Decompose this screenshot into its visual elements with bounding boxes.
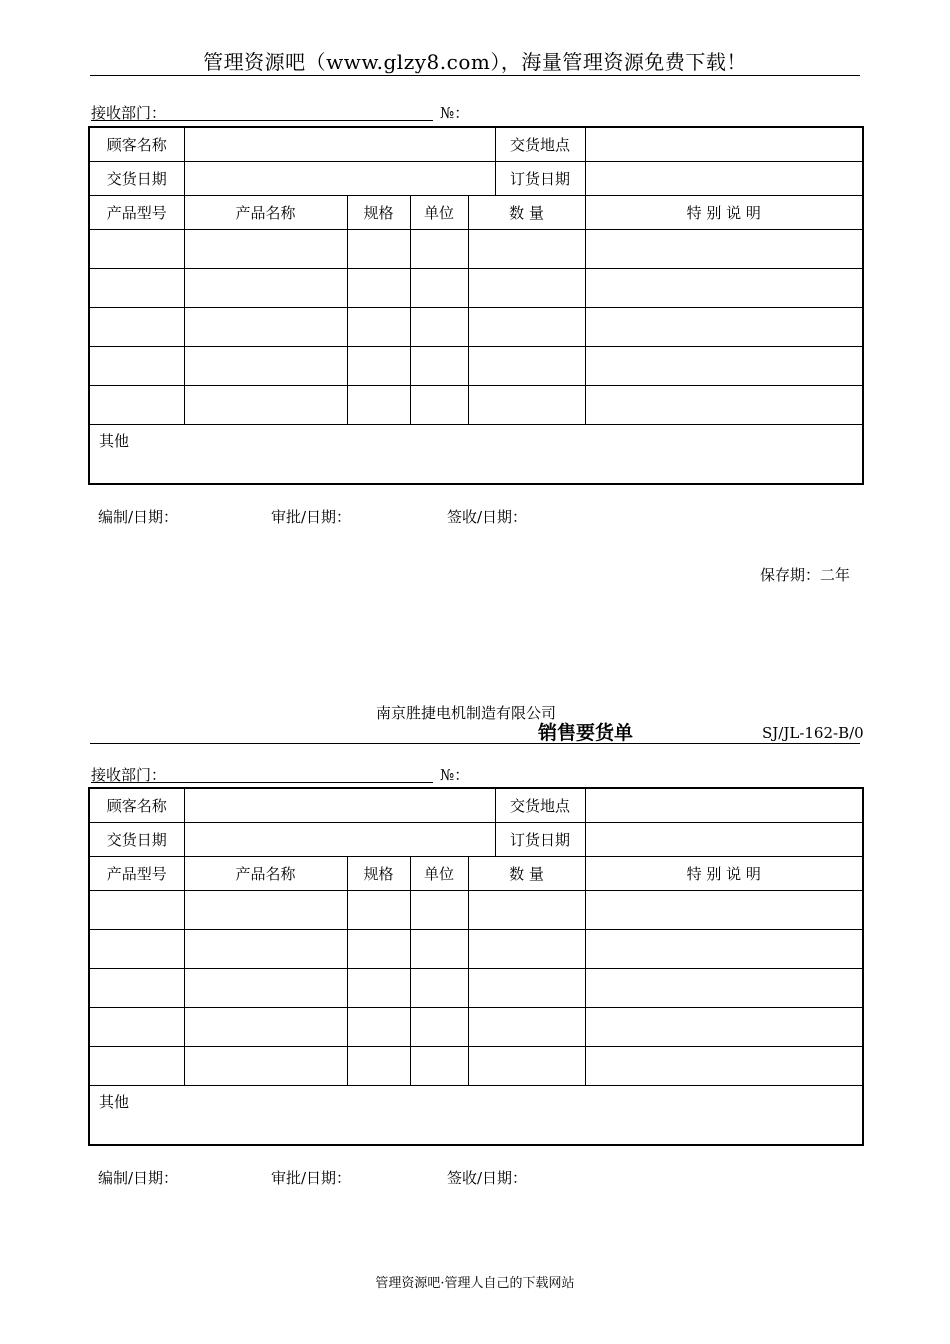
- doc-number-label: №：: [440, 104, 470, 122]
- company-name: 南京胜捷电机制造有限公司: [376, 704, 557, 722]
- other-label: 其他: [99, 1093, 130, 1111]
- order-date-label: 订货日期: [495, 823, 585, 857]
- table-row: [89, 969, 863, 1008]
- delivery-place-label: 交货地点: [495, 788, 585, 823]
- other-notes-field[interactable]: [89, 1086, 863, 1146]
- signed-date-label: 签收/日期：: [447, 508, 528, 526]
- receiving-dept-label: 接收部门：: [91, 766, 167, 784]
- col-header-model: 产品型号: [89, 857, 184, 891]
- doc-code: SJ/JL-162-B/0: [762, 724, 864, 742]
- table-row: [89, 1008, 863, 1047]
- col-header-quantity: 数 量: [468, 196, 585, 230]
- table-row: [89, 308, 863, 347]
- delivery-place-label: 交货地点: [495, 127, 585, 162]
- doc-number-label: №：: [440, 766, 470, 784]
- delivery-date-label: 交货日期: [89, 162, 184, 196]
- order-date-field[interactable]: [585, 162, 863, 196]
- other-label: 其他: [99, 432, 130, 450]
- table-row: [89, 930, 863, 969]
- col-header-product-name: 产品名称: [184, 196, 347, 230]
- signed-date-label: 签收/日期：: [447, 1169, 528, 1187]
- delivery-date-label: 交货日期: [89, 823, 184, 857]
- table-row: [89, 386, 863, 425]
- approved-date-label: 审批/日期：: [271, 1169, 352, 1187]
- order-table-2: [88, 787, 864, 1146]
- other-notes-field[interactable]: [89, 425, 863, 485]
- compiled-date-label: 编制/日期：: [98, 508, 179, 526]
- compiled-date-label: 编制/日期：: [98, 1169, 179, 1187]
- col-header-product-name: 产品名称: [184, 857, 347, 891]
- header-divider: [90, 75, 860, 76]
- col-header-model: 产品型号: [89, 196, 184, 230]
- approved-date-label: 审批/日期：: [271, 508, 352, 526]
- col-header-remarks: 特 别 说 明: [585, 196, 863, 230]
- delivery-place-field[interactable]: [585, 788, 863, 823]
- col-header-unit: 单位: [410, 196, 468, 230]
- table-row: [89, 269, 863, 308]
- receiving-dept-underline: [91, 120, 433, 121]
- col-header-quantity: 数 量: [468, 857, 585, 891]
- table-row: [89, 347, 863, 386]
- page-footer: 管理资源吧·管理人自己的下载网站: [375, 1276, 575, 1291]
- table-row: [89, 1047, 863, 1086]
- delivery-date-field[interactable]: [184, 162, 495, 196]
- customer-name-field[interactable]: [184, 127, 495, 162]
- site-banner: 管理资源吧（www.glzy8.com），海量管理资源免费下载！: [203, 50, 747, 74]
- form-title: 销售要货单: [538, 722, 634, 744]
- col-header-remarks: 特 别 说 明: [585, 857, 863, 891]
- order-table-1: [88, 126, 864, 485]
- order-date-label: 订货日期: [495, 162, 585, 196]
- form2-divider: [90, 743, 860, 744]
- col-header-unit: 单位: [410, 857, 468, 891]
- receiving-dept-label: 接收部门：: [91, 104, 167, 122]
- order-date-field[interactable]: [585, 823, 863, 857]
- customer-name-label: 顾客名称: [89, 127, 184, 162]
- col-header-spec: 规格: [347, 857, 410, 891]
- customer-name-label: 顾客名称: [89, 788, 184, 823]
- delivery-place-field[interactable]: [585, 127, 863, 162]
- table-row: [89, 891, 863, 930]
- customer-name-field[interactable]: [184, 788, 495, 823]
- col-header-spec: 规格: [347, 196, 410, 230]
- table-row: [89, 230, 863, 269]
- receiving-dept-underline: [91, 782, 433, 783]
- retention-period: 保存期：二年: [760, 566, 851, 584]
- delivery-date-field[interactable]: [184, 823, 495, 857]
